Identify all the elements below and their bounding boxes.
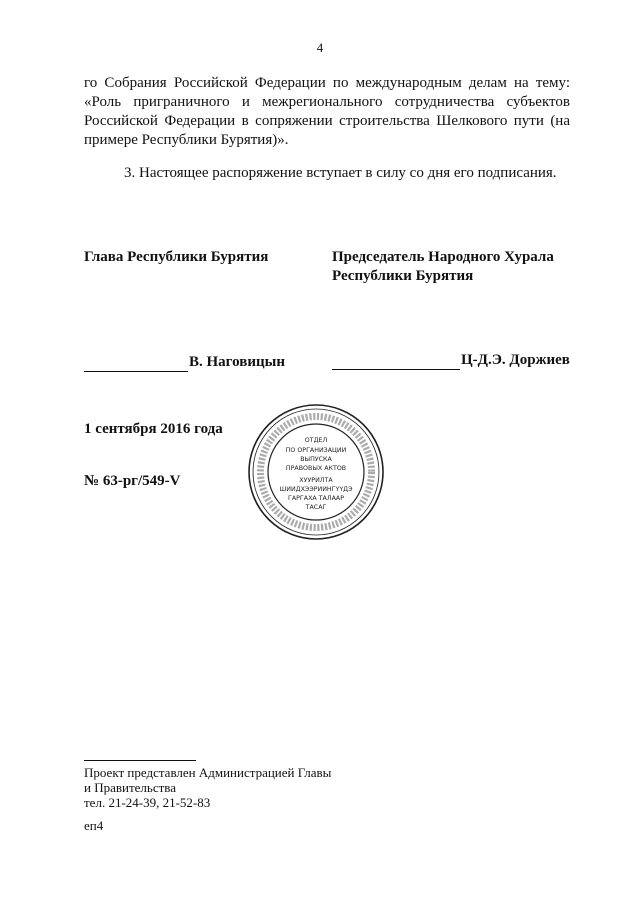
- footnote-separator: [84, 760, 196, 761]
- signature-right: [332, 351, 570, 370]
- seal-text-line: ШИИДХЭЭРИИНГҮҮДЭ: [279, 486, 353, 493]
- signature-line-right: [332, 355, 460, 370]
- seal-text-line: ВЫПУСКА: [300, 456, 332, 463]
- document-date: 1 сентября 2016 года: [84, 421, 223, 437]
- seal-text-line: ОТДЕЛ: [304, 437, 328, 444]
- seal-text-line: ГАРГАХА ТАЛААР: [287, 495, 345, 502]
- signatory-left-name: В. Наговицын: [189, 354, 285, 370]
- footnote: [84, 765, 331, 810]
- body-paragraph-1: го Собрания Российской Федерации по международным делам на тему: «Роль приграничного и межрегионального сотрудничества субъектов Российской Федерации в сопряжении строительства Шелкового пути (на примере Республики Бурятия)».: [84, 75, 570, 148]
- signatory-right-title-line1: Председатель Народного Хурала: [332, 249, 554, 265]
- official-seal: [246, 402, 386, 542]
- seal-text-line: ПРАВОВЫХ АКТОВ: [285, 465, 347, 472]
- seal-text-line: ТАСАГ: [305, 504, 327, 511]
- seal-text-line: ПО ОРГАНИЗАЦИИ: [285, 447, 347, 454]
- signatory-left-title: Глава Республики Бурятия: [84, 249, 269, 265]
- body-paragraph-2: 3. Настоящее распоряжение вступает в силу со дня его подписания.: [124, 165, 557, 181]
- signature-line-left: [84, 357, 188, 372]
- footnote-line-2: и Правительства: [84, 780, 177, 795]
- document-number: № 63-рг/549-V: [84, 473, 181, 489]
- signatory-right-name: Ц-Д.Э. Доржиев: [461, 352, 570, 368]
- footnote-line-1: Проект представлен Администрацией Главы: [84, 765, 332, 780]
- document-code: еп4: [84, 818, 104, 833]
- signatory-right-title-line2: Республики Бурятия: [332, 268, 474, 284]
- seal-text-line: ХУУРИЛТА: [299, 477, 333, 484]
- signatory-right-title: [332, 248, 554, 286]
- footnote-line-3: тел. 21-24-39, 21-52-83: [84, 795, 211, 810]
- page-number: 4: [316, 40, 324, 55]
- signature-left: [84, 353, 285, 372]
